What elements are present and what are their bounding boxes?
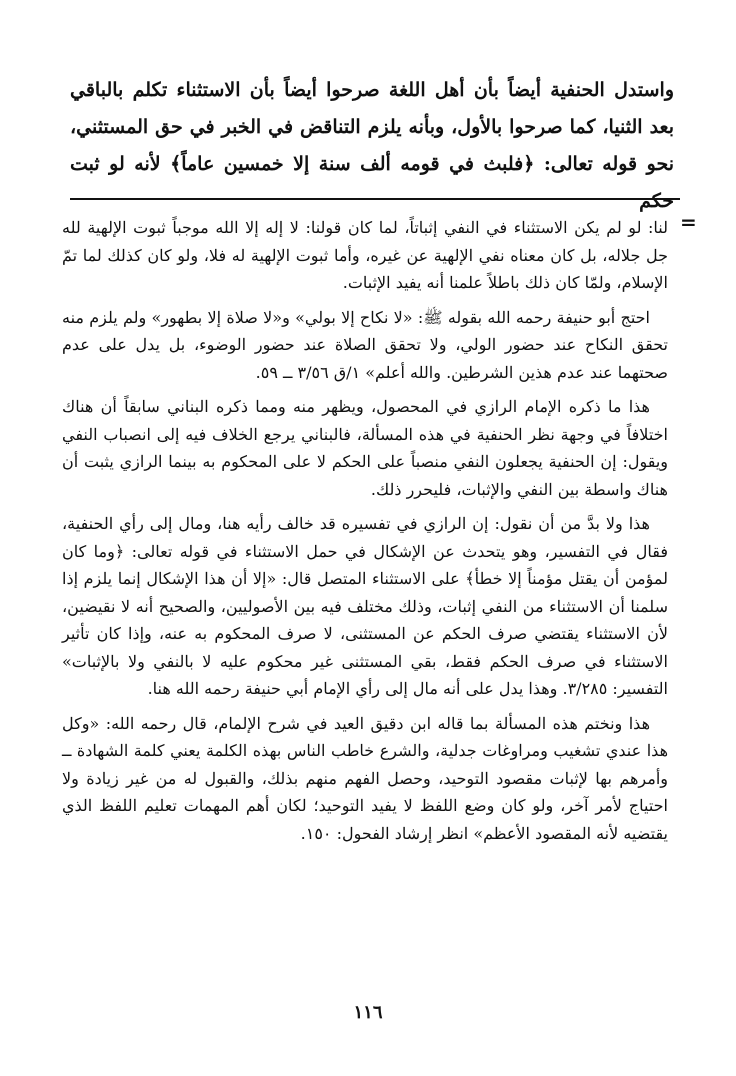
main-text: واستدل الحنفية أيضاً بأن أهل اللغة صرحوا أيضاً بأن الاستثناء تكلم بالباقي بعد الثنيا، كما صرحوا بالأول، وبأنه يلزم التناقض في الخبر في حق المستثني، نحو قوله تعالى: ﴿فلبث في قومه ألف سنة إلا خمسين عاماً﴾ لأنه لو ثبت حكم <box>70 79 674 212</box>
page-number: ١١٦ <box>353 1002 383 1023</box>
footnote-paragraph: هذا ولا بدَّ من أن نقول: إن الرازي في تفسيره قد خالف رأيه هنا، ومال إلى رأي الحنفية، فقال في التفسير، وهو يتحدث عن الإشكال في حمل الاستثناء في قوله تعالى: ﴿وما كان لمؤمن أن يقتل مؤمناً إلا خطأ﴾ على الاستثناء المتصل قال: «إلا أن هذا الإشكال إنما يلزم إذا سلمنا أن الاستثناء من النفي إثبات، وذلك مختلف فيه بين الأصوليين، والصحيح أنه لا نقيضين، لأن الاستثناء يقتضي صرف الحكم عن المستثنى، لا صرف المحكوم به عنه، وإذا كان تأثير الاستثناء في صرف الحكم فقط، بقي المستثنى غير محكوم عليه لا بالنفي ولا بالإثبات» التفسير: ٣/٢٨٥. وهذا يدل على أنه مال إلى رأي الإمام أبي حنيفة رحمه الله هنا. <box>62 514 669 698</box>
footnote-divider <box>70 198 680 200</box>
footnote-paragraph: هذا ونختم هذه المسألة بما قاله ابن دقيق العيد في شرح الإلمام، قال رحمه الله: «وكل هذا عندي تشغيب ومراوغات جدلية، والشرع خاطب الناس بهذه الكلمة يعني كلمة الشهادة ــ وأمرهم بها لإثبات مقصود التوحيد، وحصل الفهم منهم بذلك، والقبول له من غير زيادة ولا احتياج لأمر آخر، ولو كان وضع اللفظ لا يفيد التوحيد؛ لكان أهم المهمات تعليم اللفظ الذي يقتضيه لأنه المقصود الأعظم» انظر إرشاد الفحول: ١٥٠. <box>62 713 668 843</box>
footnote-continuation-marker: = <box>680 210 697 234</box>
footnote-paragraph: احتج أبو حنيفة رحمه الله بقوله ﷺ: «لا نكاح إلا بولي» و«لا صلاة إلا بطهور» ولم يلزم منه تحقق النكاح عند حضور الولي، ولا تحقق الصلاة عند حضور الوضوء، بل يدل على عدم صحتهما عند عدم هذين الشرطين. والله أعلم» ١/ق ٣/٥٦ ــ ٥٩. <box>62 307 668 382</box>
footnotes <box>62 214 668 854</box>
footnote-paragraph: لنا: لو لم يكن الاستثناء في النفي إثباتاً، لما كان قولنا: لا إله إلا الله موجباً ثبوت الإلهية لله جل جلاله، بل كان معناه نفي الإلهية عن غيره، وأما ثبوت الإلهية له فلا، ولو كان كذلك لما تمّ الإسلام، ولمّا كان ذلك باطلاً علمنا أنه يفيد الإثبات. <box>62 218 668 292</box>
footnote-paragraph: هذا ما ذكره الإمام الرازي في المحصول، ويظهر منه ومما ذكره البناني سابقاً أن هناك اختلافاً في وجهة نظر الحنفية في هذه المسألة، فالبناني يرجع الخلاف فيه إلى انصباب النفي ويقول: إن الحنفية يجعلون النفي منصباً على الحكم لا على المحكوم به بينما الرازي يثبت أن هناك واسطة بين النفي والإثبات، فليحرر ذلك. <box>62 397 669 499</box>
